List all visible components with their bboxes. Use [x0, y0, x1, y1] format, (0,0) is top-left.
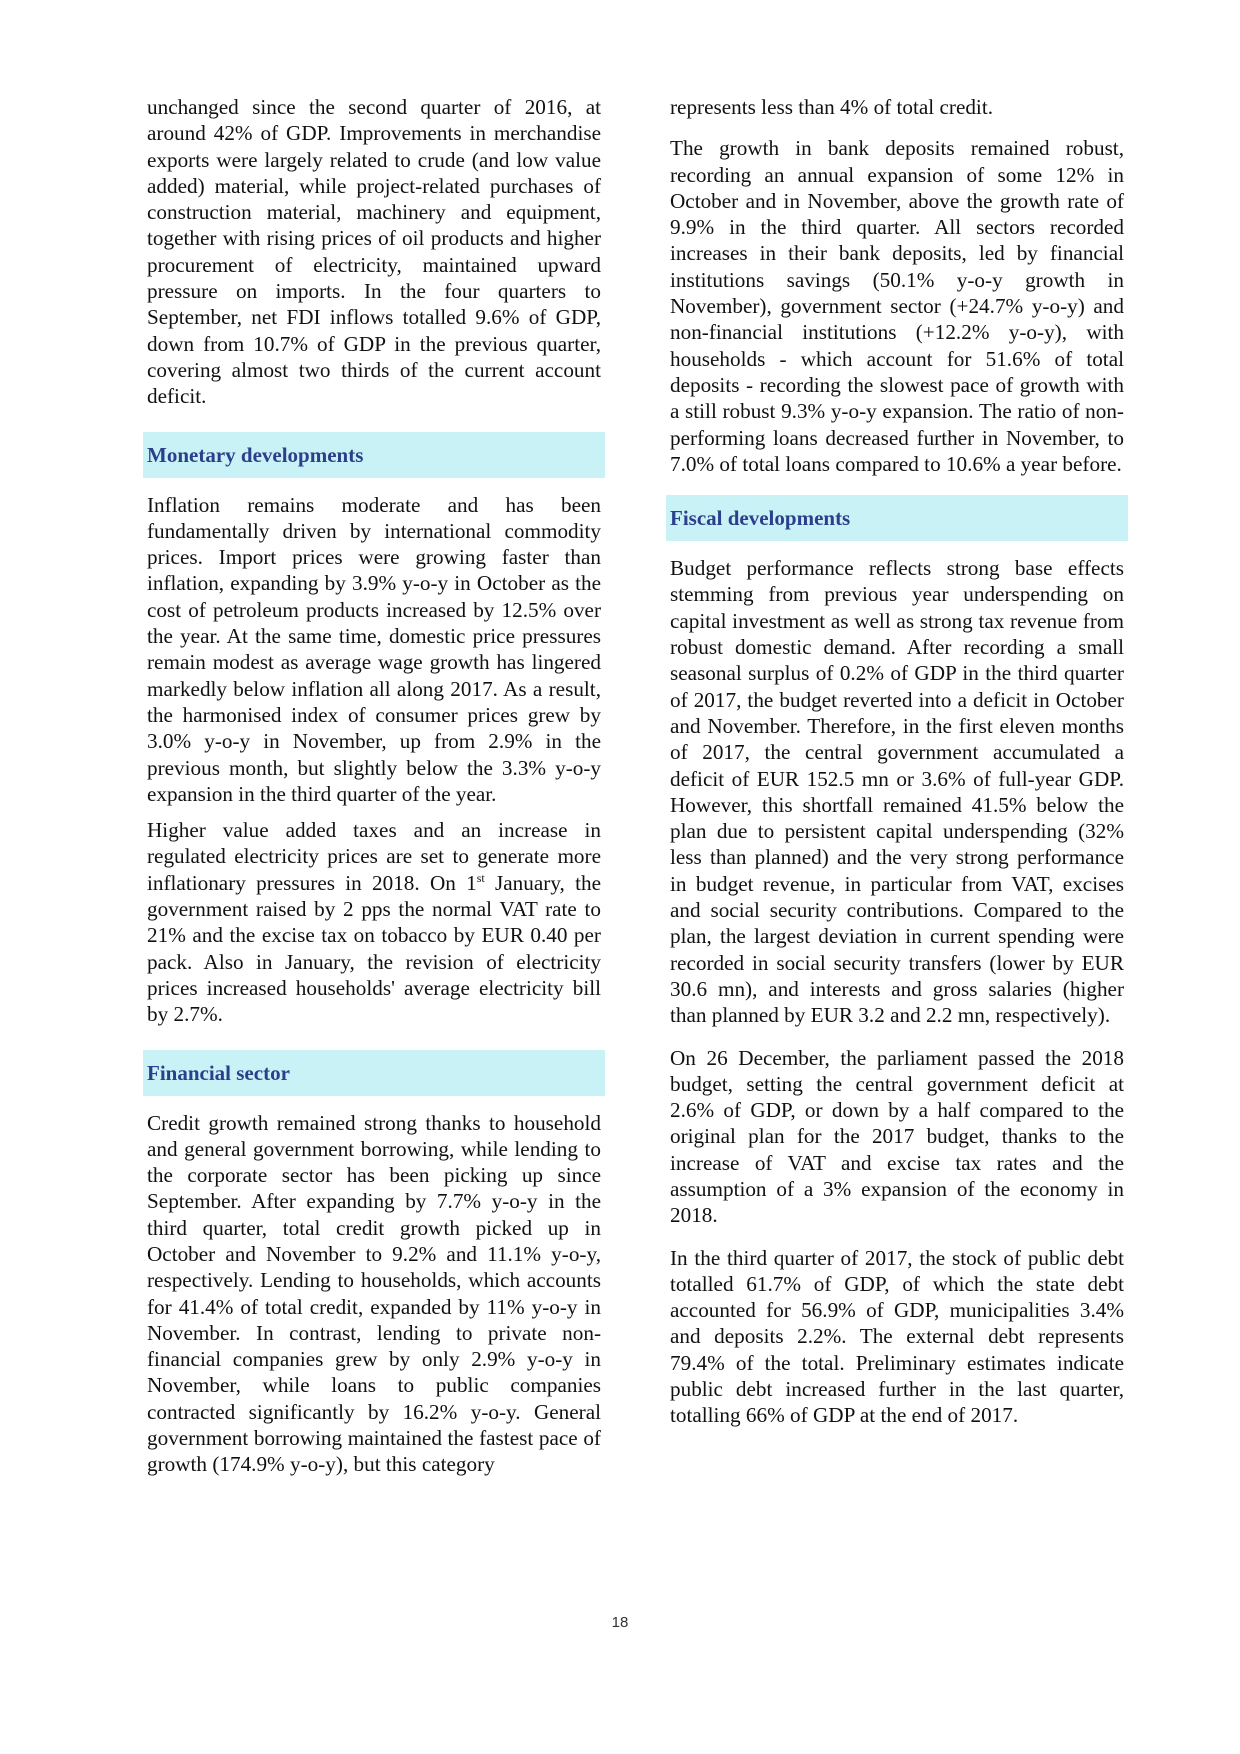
fiscal-paragraph-public-debt: In the third quarter of 2017, the stock of public debt totalled 61.7% of GDP, of which the state debt accounted for 56.9% of GDP, municipalities 3.4% and deposits 2.2%. The external debt represents 79.4% of the total. Preliminary estimates indicate public debt increased further in the last quarter, totalling 66% of GDP at the end of 2017. — [670, 1245, 1124, 1428]
monetary-paragraph-inflation: Inflation remains moderate and has been fundamentally driven by international commodity prices. Import prices were growing faster than inflation, expanding by 3.9% y-o-y in October as the cost of petroleum products increased by 12.5% over the year. At the same time, domestic price pressures remain modest as average wage growth has lingered markedly below inflation all along 2017. As a result, the harmonised index of consumer prices grew by 3.0% y-o-y in November, up from 2.9% in the previous month, but slightly below the 3.3% y-o-y expansion in the third quarter of the year. — [147, 492, 601, 806]
fiscal-paragraph-2018-budget: On 26 December, the parliament passed the 2018 budget, setting the central government deficit at 2.6% of GDP, or down by a half compared to the original plan for the 2017 budget, thanks to the increase of VAT and excise tax rates and the assumption of a 3% expansion of the economy in 2018. — [670, 1045, 1124, 1228]
monetary-paragraph-taxes — [147, 817, 601, 1027]
financial-sector-heading: Financial sector — [143, 1050, 605, 1096]
monetary-paragraph-taxes-part-b: January, the government raised by 2 pps the normal VAT rate to 21% and the excise tax on tobacco by EUR 0.40 per pack. Also in January, the revision of electricity prices increased households' average electricity bill by 2.7%. — [147, 870, 602, 1027]
bank-deposits-paragraph: The growth in bank deposits remained robust, recording an annual expansion of some 12% in October and in November, above the growth rate of 9.9% in the third quarter. All sectors recorded increases in their bank deposits, led by financial institutions savings (50.1% y-o-y growth in November), government sector (+24.7% y-o-y) and non-financial institutions (+12.2% y-o-y), with households - which account for 51.6% of total deposits - recording the slowest pace of growth with a still robust 9.3% y-o-y expansion. The ratio of non-performing loans decreased further in November, to 7.0% of total loans compared to 10.6% a year before. — [670, 136, 1124, 476]
left-column — [147, 94, 601, 1494]
fiscal-developments-heading: Fiscal developments — [666, 495, 1128, 541]
external-sector-paragraph: unchanged since the second quarter of 2016, at around 42% of GDP. Improvements in merchandise exports were largely related to crude (and low value added) material, while project-related purchases of construction material, machinery and equipment, together with rising prices of oil products and higher procurement of electricity, maintained upward pressure on imports. In the four quarters to September, net FDI inflows totalled 9.6% of GDP, down from 10.7% of GDP in the previous quarter, covering almost two thirds of the current account deficit. — [147, 95, 601, 409]
page-number: 18 — [611, 1614, 629, 1631]
ordinal-superscript: st — [476, 870, 485, 885]
monetary-developments-heading: Monetary developments — [143, 432, 605, 478]
financial-paragraph-credit: Credit growth remained strong thanks to household and general government borrowing, while lending to the corporate sector has been picking up since September. After expanding by 7.7% y-o-y in the third quarter, total credit growth picked up in October and November to 9.2% and 11.1% y-o-y, respectively. Lending to households, which accounts for 41.4% of total credit, expanded by 11% y-o-y in November. In contrast, lending to private non-financial companies grew by only 2.9% y-o-y in November, while loans to public companies contracted significantly by 16.2% y-o-y. General government borrowing maintained the fastest pace of growth (174.9% y-o-y), but this category — [147, 1110, 601, 1477]
credit-continuation-paragraph: represents less than 4% of total credit. — [670, 95, 994, 119]
monetary-paragraph-taxes-part-a: Higher value added taxes and an increase in regulated electricity prices are set to generate more inflationary pressures in 2018. On 1 — [147, 818, 601, 895]
right-column — [670, 94, 1124, 1445]
fiscal-paragraph-budget-performance: Budget performance reflects strong base effects stemming from previous year underspending on capital investment as well as strong tax revenue from robust domestic demand. After recording a small seasonal surplus of 0.2% of GDP in the third quarter of 2017, the budget reverted into a deficit in October and November. Therefore, in the first eleven months of 2017, the central government accumulated a deficit of EUR 152.5 mn or 3.6% of full-year GDP. However, this shortfall remained 41.5% below the plan due to persistent capital underspending (32% less than planned) and the very strong performance in budget revenue, in particular from VAT, excises and social security contributions. Compared to the plan, the largest deviation in current spending were recorded in social security transfers (lower by EUR 30.6 mn), and interests and gross salaries (higher than planned by EUR 3.2 and 2.2 mn, respectively). — [670, 556, 1124, 1028]
